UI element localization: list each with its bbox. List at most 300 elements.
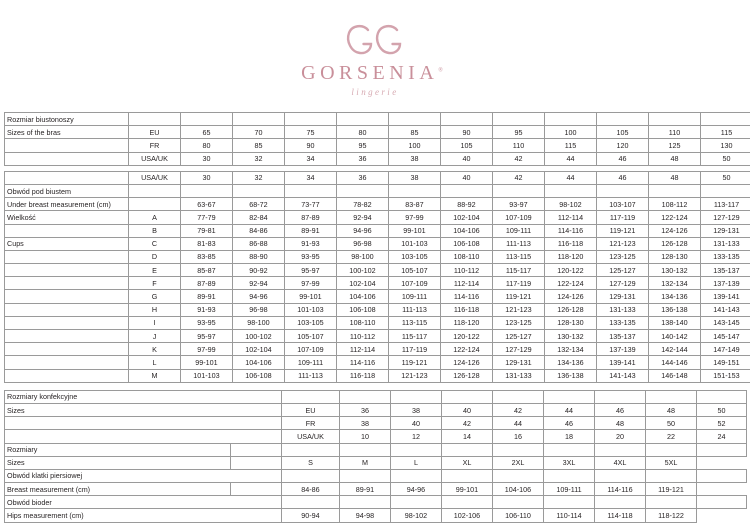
cup-g-11: 139-141 [701,290,750,303]
bra-usauk-3: 34 [285,152,337,165]
cup-l-10: 144-146 [649,356,701,369]
brand-name-text: GORSENIA [301,62,438,84]
table-row [5,139,750,152]
cup-g-10: 134-136 [649,290,701,303]
cup-l-9: 139-141 [597,356,649,369]
chest-8: 119-121 [646,483,697,496]
cup-f-5: 107-109 [389,277,441,290]
clothing-usauk-7: 22 [646,430,697,443]
cup-f-9: 127-129 [597,277,649,290]
empty-cell [5,290,129,303]
empty-cell [5,430,282,443]
letter-size-4xl: 4XL [595,456,646,469]
bra-fr-3: 90 [285,139,337,152]
cup-c-8: 116-118 [545,237,597,250]
empty-cell [649,184,701,197]
hips-7: 114-118 [595,509,646,522]
gorsenia-g-monogram-icon [342,21,408,61]
cup-m-7: 131-133 [493,369,545,382]
clothing-eu-7: 48 [646,403,697,416]
system-label-fr: FR [129,139,181,152]
table-row [5,403,747,416]
cup-h-10: 136-138 [649,303,701,316]
cup-k-10: 142-144 [649,343,701,356]
clothing-eu-6: 46 [595,403,646,416]
brand-tagline: lingerie [351,87,398,97]
letter-size-xl: XL [442,456,493,469]
cup-letter-e: E [129,264,181,277]
under-breast-10: 108-112 [649,198,701,211]
cup-j-9: 135-137 [597,330,649,343]
cup-g-8: 124-126 [545,290,597,303]
cup-k-4: 112-114 [337,343,389,356]
cup-i-9: 133-135 [597,316,649,329]
clothing-eu-4: 42 [493,403,544,416]
cup-j-11: 145-147 [701,330,750,343]
empty-cell [646,443,697,456]
empty-cell [340,469,391,482]
chest-5: 104-106 [493,483,544,496]
empty-cell [441,113,493,126]
cup-c-1: 81-83 [181,237,233,250]
cup-j-2: 100-102 [233,330,285,343]
hips-5: 106-110 [493,509,544,522]
table-row-cup-c [5,237,750,250]
clothing-usauk-2: 12 [391,430,442,443]
cup-b-2: 84-86 [233,224,285,237]
bra-usauk-10: 48 [649,152,701,165]
empty-cell [231,456,282,469]
under-breast-4: 78-82 [337,198,389,211]
cups-usauk-5: 38 [389,171,441,184]
empty-cell [649,113,701,126]
empty-cell [5,369,129,382]
cup-a-8: 112-114 [545,211,597,224]
cup-g-5: 109-111 [389,290,441,303]
letter-title-pl: Rozmiary [5,443,231,456]
cup-f-7: 117-119 [493,277,545,290]
table-row-cup-i [5,316,750,329]
empty-cell [5,356,129,369]
cups-usauk-3: 34 [285,171,337,184]
cup-i-4: 108-110 [337,316,389,329]
empty-cell [597,184,649,197]
empty-cell [337,113,389,126]
cup-j-6: 120-122 [441,330,493,343]
cup-letter-k: K [129,343,181,356]
cup-c-2: 86-88 [233,237,285,250]
letter-size-m: M [340,456,391,469]
cup-k-9: 137-139 [597,343,649,356]
bra-eu-70: 70 [233,126,285,139]
table-row-cup-a [5,211,750,224]
cup-h-2: 96-98 [233,303,285,316]
bra-eu-90: 90 [441,126,493,139]
cup-b-6: 104-106 [441,224,493,237]
empty-cell [701,113,750,126]
cup-m-11: 151-153 [701,369,750,382]
cup-h-6: 116-118 [441,303,493,316]
under-breast-8: 98-102 [545,198,597,211]
table-row-cup-h [5,303,750,316]
empty-cell [282,496,340,509]
empty-cell [181,113,233,126]
cup-d-5: 103-105 [389,250,441,263]
cup-d-8: 118-120 [545,250,597,263]
bra-usauk-1: 30 [181,152,233,165]
empty-cell [697,443,747,456]
empty-cell [340,496,391,509]
cup-c-9: 121-123 [597,237,649,250]
cup-a-10: 122-124 [649,211,701,224]
cup-m-6: 126-128 [441,369,493,382]
clothing-usauk-4: 16 [493,430,544,443]
clothing-title-en: Sizes [5,403,282,416]
empty-cell [493,113,545,126]
cup-e-7: 115-117 [493,264,545,277]
cup-k-3: 107-109 [285,343,337,356]
chest-title-pl: Obwód klatki piersiowej [5,469,282,482]
cup-c-11: 131-133 [701,237,750,250]
bra-title-pl: Rozmiar biustonoszy [5,113,129,126]
cup-f-11: 137-139 [701,277,750,290]
cup-l-5: 119-121 [389,356,441,369]
cup-d-2: 88-90 [233,250,285,263]
bra-usauk-2: 32 [233,152,285,165]
bra-usauk-8: 44 [545,152,597,165]
cup-i-8: 128-130 [545,316,597,329]
bra-usauk-7: 42 [493,152,545,165]
empty-cell [544,390,595,403]
cup-b-3: 89-91 [285,224,337,237]
cup-b-9: 119-121 [597,224,649,237]
clothing-system-eu: EU [282,403,340,416]
cup-l-3: 109-111 [285,356,337,369]
cups-usauk-1: 30 [181,171,233,184]
empty-cell [595,496,646,509]
cup-e-10: 130-132 [649,264,701,277]
bra-sizes-table [4,112,750,166]
cups-usauk-9: 46 [597,171,649,184]
empty-cell [544,443,595,456]
empty-cell [5,277,129,290]
empty-cell [442,390,493,403]
empty-cell [285,184,337,197]
under-breast-5: 83-87 [389,198,441,211]
clothing-fr-4: 44 [493,417,544,430]
clothing-usauk-6: 20 [595,430,646,443]
empty-cell [285,113,337,126]
letter-size-l: L [391,456,442,469]
empty-cell [181,184,233,197]
empty-cell [5,171,129,184]
empty-cell [697,496,747,509]
system-label-eu: EU [129,126,181,139]
bra-eu-110: 110 [649,126,701,139]
cup-b-7: 109-111 [493,224,545,237]
clothing-eu-8: 50 [697,403,747,416]
under-breast-3: 73-77 [285,198,337,211]
empty-cell [646,390,697,403]
empty-cell [5,139,129,152]
cup-a-2: 82-84 [233,211,285,224]
clothing-fr-1: 38 [340,417,391,430]
cup-j-8: 130-132 [545,330,597,343]
cups-usauk-label: USA/UK [129,171,181,184]
chest-1: 84-86 [282,483,340,496]
cup-m-3: 111-113 [285,369,337,382]
empty-cell [5,417,282,430]
empty-cell [231,483,282,496]
cup-j-3: 105-107 [285,330,337,343]
cup-d-6: 108-110 [441,250,493,263]
bra-eu-115: 115 [701,126,750,139]
empty-cell [282,469,340,482]
clothing-title-pl: Rozmiary konfekcyjne [5,390,282,403]
cup-b-10: 124-126 [649,224,701,237]
cup-h-5: 111-113 [389,303,441,316]
empty-cell [493,390,544,403]
empty-cell [129,113,181,126]
cup-j-10: 140-142 [649,330,701,343]
chest-7: 114-116 [595,483,646,496]
table-row [5,496,747,509]
cup-letter-g: G [129,290,181,303]
empty-cell [340,390,391,403]
empty-cell [544,469,595,482]
empty-cell [493,184,545,197]
cup-i-11: 143-145 [701,316,750,329]
empty-cell [545,113,597,126]
under-breast-title-en: Under breast measurement (cm) [5,198,129,211]
empty-cell [595,443,646,456]
cup-j-5: 115-117 [389,330,441,343]
letter-size-2xl: 2XL [493,456,544,469]
cup-h-8: 126-128 [545,303,597,316]
empty-cell [5,250,129,263]
empty-cell [233,113,285,126]
table-row-usauk [5,171,750,184]
cup-e-8: 120-122 [545,264,597,277]
cup-e-9: 125-127 [597,264,649,277]
cup-h-11: 141-143 [701,303,750,316]
cup-j-4: 110-112 [337,330,389,343]
empty-cell [545,184,597,197]
table-row [5,430,747,443]
empty-cell [442,443,493,456]
cup-a-6: 102-104 [441,211,493,224]
cup-i-10: 138-140 [649,316,701,329]
cup-c-10: 126-128 [649,237,701,250]
cup-i-2: 98-100 [233,316,285,329]
empty-cell [595,469,646,482]
clothing-fr-7: 50 [646,417,697,430]
cup-d-1: 83-85 [181,250,233,263]
under-breast-title-pl: Obwód pod biustem [5,184,129,197]
cup-e-1: 85-87 [181,264,233,277]
cup-d-7: 113-115 [493,250,545,263]
table-row-cup-l [5,356,750,369]
clothing-system-fr: FR [282,417,340,430]
empty-cell [441,184,493,197]
bra-eu-100: 100 [545,126,597,139]
hips-2: 94-98 [340,509,391,522]
chest-3: 94-96 [391,483,442,496]
hips-8: 118-122 [646,509,697,522]
empty-cell [646,469,697,482]
cup-f-3: 97-99 [285,277,337,290]
cup-i-5: 113-115 [389,316,441,329]
table-row-cup-g [5,290,750,303]
table-row [5,483,747,496]
empty-cell [595,390,646,403]
cup-f-2: 92-94 [233,277,285,290]
bra-fr-1: 80 [181,139,233,152]
table-row-cup-m [5,369,750,382]
cup-e-6: 110-112 [441,264,493,277]
empty-cell [493,443,544,456]
cup-g-6: 114-116 [441,290,493,303]
bra-fr-2: 85 [233,139,285,152]
empty-cell [391,469,442,482]
cup-l-7: 129-131 [493,356,545,369]
cup-f-8: 122-124 [545,277,597,290]
cup-h-9: 131-133 [597,303,649,316]
clothing-fr-5: 46 [544,417,595,430]
cups-usauk-2: 32 [233,171,285,184]
cup-d-9: 123-125 [597,250,649,263]
under-breast-6: 88-92 [441,198,493,211]
cup-f-10: 132-134 [649,277,701,290]
table-row [5,456,747,469]
table-row-cup-d [5,250,750,263]
bra-fr-4: 95 [337,139,389,152]
clothing-fr-3: 42 [442,417,493,430]
cup-k-2: 102-104 [233,343,285,356]
empty-cell [697,469,747,482]
cup-c-3: 91-93 [285,237,337,250]
cup-i-1: 93-95 [181,316,233,329]
cup-h-3: 101-103 [285,303,337,316]
cup-j-1: 95-97 [181,330,233,343]
cup-e-3: 95-97 [285,264,337,277]
cup-a-3: 87-89 [285,211,337,224]
cups-usauk-6: 40 [441,171,493,184]
table-row-cup-j [5,330,750,343]
table-row [5,509,747,522]
empty-cell [5,264,129,277]
cup-letter-a: A [129,211,181,224]
cup-m-5: 121-123 [389,369,441,382]
table-row [5,443,747,456]
clothing-eu-2: 38 [391,403,442,416]
cup-h-1: 91-93 [181,303,233,316]
cup-letter-c: C [129,237,181,250]
empty-cell [701,184,750,197]
cup-h-4: 106-108 [337,303,389,316]
letter-title-en: Sizes [5,456,231,469]
cup-d-10: 128-130 [649,250,701,263]
letter-size-3xl: 3XL [544,456,595,469]
cup-a-5: 97-99 [389,211,441,224]
hips-6: 110-114 [544,509,595,522]
under-breast-1: 63-67 [181,198,233,211]
cup-e-4: 100-102 [337,264,389,277]
hips-title-en: Hips measurement (cm) [5,509,282,522]
clothing-usauk-5: 18 [544,430,595,443]
cup-sizes-table [4,171,750,383]
bra-title-en: Sizes of the bras [5,126,129,139]
clothing-usauk-8: 24 [697,430,747,443]
clothing-fr-6: 48 [595,417,646,430]
empty-cell [391,390,442,403]
cup-l-4: 114-116 [337,356,389,369]
bra-usauk-11: 50 [701,152,750,165]
cup-k-8: 132-134 [545,343,597,356]
cup-m-10: 146-148 [649,369,701,382]
cup-k-11: 147-149 [701,343,750,356]
empty-cell [646,496,697,509]
cup-l-8: 134-136 [545,356,597,369]
cup-g-3: 99-101 [285,290,337,303]
cup-i-6: 118-120 [441,316,493,329]
cup-letter-d: D [129,250,181,263]
cup-i-3: 103-105 [285,316,337,329]
empty-cell [5,343,129,356]
cup-l-1: 99-101 [181,356,233,369]
clothing-eu-3: 40 [442,403,493,416]
clothing-sizes-table [4,390,747,523]
system-label-usauk: USA/UK [129,152,181,165]
cup-g-7: 119-121 [493,290,545,303]
bra-eu-85: 85 [389,126,441,139]
empty-cell [544,496,595,509]
cup-f-6: 112-114 [441,277,493,290]
table-row [5,390,747,403]
chest-title-en: Breast measurement (cm) [5,483,231,496]
clothing-eu-5: 44 [544,403,595,416]
cup-e-2: 90-92 [233,264,285,277]
cup-j-7: 125-127 [493,330,545,343]
empty-cell [340,443,391,456]
cup-d-3: 93-95 [285,250,337,263]
letter-size-5xl: 5XL [646,456,697,469]
cup-b-4: 94-96 [337,224,389,237]
cup-i-7: 123-125 [493,316,545,329]
empty-cell [5,224,129,237]
cup-b-11: 129-131 [701,224,750,237]
brand-name [301,62,449,85]
empty-cell [233,184,285,197]
empty-cell [391,496,442,509]
cup-m-2: 106-108 [233,369,285,382]
empty-cell [442,496,493,509]
bra-fr-11: 130 [701,139,750,152]
empty-cell [391,443,442,456]
table-row-cup-e [5,264,750,277]
cup-letter-j: J [129,330,181,343]
bra-usauk-9: 46 [597,152,649,165]
table-row [5,113,750,126]
cup-d-4: 98-100 [337,250,389,263]
registered-mark: ® [438,67,443,73]
bra-fr-6: 105 [441,139,493,152]
clothing-system-usauk: USA/UK [282,430,340,443]
cup-a-9: 117-119 [597,211,649,224]
hips-4: 102-106 [442,509,493,522]
cup-c-5: 101-103 [389,237,441,250]
under-breast-9: 103-107 [597,198,649,211]
